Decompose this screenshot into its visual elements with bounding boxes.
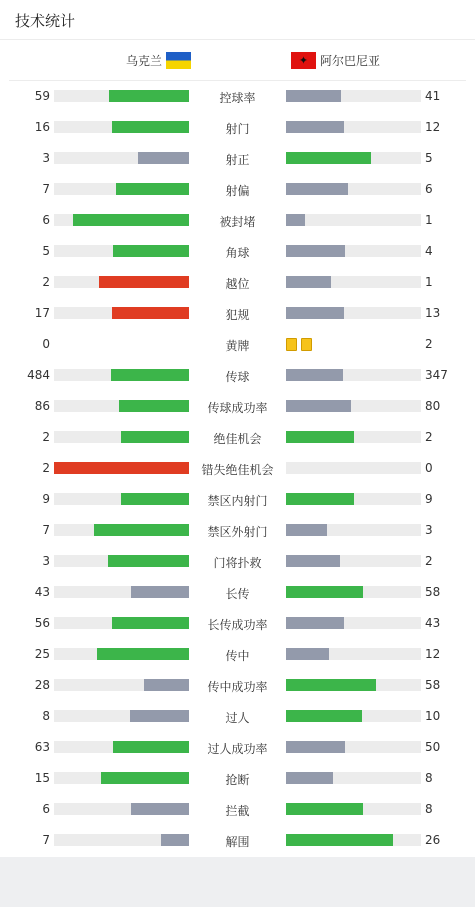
home-bar-track xyxy=(54,803,189,815)
home-bar-track xyxy=(54,152,189,164)
home-bar-track xyxy=(54,586,189,598)
stat-label: 射门 xyxy=(225,122,250,136)
stat-row xyxy=(0,267,475,298)
stat-label: 犯规 xyxy=(225,308,250,322)
home-bar-fill xyxy=(116,183,189,195)
stat-label: 传中成功率 xyxy=(207,680,268,694)
stat-label: 禁区外射门 xyxy=(207,525,268,539)
stat-row xyxy=(0,298,475,329)
away-bar-track xyxy=(286,586,421,598)
home-value: 56 xyxy=(34,616,50,630)
stat-row xyxy=(0,608,475,639)
away-bar-fill xyxy=(286,679,376,691)
away-value: 1 xyxy=(425,275,433,289)
home-value: 3 xyxy=(42,554,50,568)
away-bar-track xyxy=(286,741,421,753)
stat-row xyxy=(0,577,475,608)
home-bar-track xyxy=(54,307,189,319)
away-bar-track xyxy=(286,431,421,443)
home-value: 0 xyxy=(42,337,50,351)
away-bar-fill xyxy=(286,555,340,567)
home-value: 7 xyxy=(42,523,50,537)
home-bar-track xyxy=(54,524,189,536)
home-bar-fill xyxy=(112,617,189,629)
away-bar-track xyxy=(286,152,421,164)
home-value: 15 xyxy=(34,771,50,785)
stat-row xyxy=(0,825,475,856)
stat-row xyxy=(0,236,475,267)
away-value: 26 xyxy=(425,833,441,847)
stat-row xyxy=(0,205,475,236)
home-value: 17 xyxy=(34,306,50,320)
home-team-name: 乌克兰 xyxy=(125,54,162,68)
stat-label: 禁区内射门 xyxy=(207,494,268,508)
home-bar-track xyxy=(54,679,189,691)
home-bar-fill xyxy=(130,710,189,722)
home-bar-fill xyxy=(131,803,189,815)
away-bar-track xyxy=(286,245,421,257)
home-bar-track xyxy=(54,462,189,474)
stat-label: 黄牌 xyxy=(225,339,250,353)
away-bar-fill xyxy=(286,524,327,536)
away-value: 80 xyxy=(425,399,441,413)
stat-label: 长传 xyxy=(225,587,250,601)
home-bar-track xyxy=(54,555,189,567)
stat-label: 越位 xyxy=(225,277,250,291)
home-bar-fill xyxy=(113,245,189,257)
away-bar-track xyxy=(286,710,421,722)
away-value: 10 xyxy=(425,709,441,723)
home-bar-fill xyxy=(111,369,189,381)
home-bar-fill xyxy=(109,90,189,102)
home-value: 6 xyxy=(42,213,50,227)
away-value: 41 xyxy=(425,89,441,103)
home-value: 5 xyxy=(42,244,50,258)
home-bar-track xyxy=(54,183,189,195)
home-bar-fill xyxy=(121,431,189,443)
home-bar-fill xyxy=(138,152,189,164)
teams-row xyxy=(9,40,466,81)
home-value: 59 xyxy=(34,89,50,103)
home-bar-fill xyxy=(101,772,189,784)
away-value: 9 xyxy=(425,492,433,506)
home-value: 2 xyxy=(42,461,50,475)
yellow-card-icon xyxy=(301,338,312,351)
away-bar-track xyxy=(286,276,421,288)
away-bar-track xyxy=(286,555,421,567)
away-bar-track xyxy=(286,400,421,412)
home-bar-fill xyxy=(131,586,189,598)
stat-row xyxy=(0,763,475,794)
home-bar-fill xyxy=(121,493,189,505)
stat-row xyxy=(0,453,475,484)
away-bar-fill xyxy=(286,90,341,102)
away-bar-track xyxy=(286,462,421,474)
stat-row xyxy=(0,515,475,546)
home-value: 9 xyxy=(42,492,50,506)
stat-label: 错失绝佳机会 xyxy=(201,463,274,477)
stat-label: 传球 xyxy=(225,370,250,384)
away-bar-track xyxy=(286,369,421,381)
stat-row xyxy=(0,174,475,205)
home-value: 484 xyxy=(27,368,50,382)
home-bar-track xyxy=(54,741,189,753)
home-bar-fill xyxy=(144,679,189,691)
home-value: 2 xyxy=(42,430,50,444)
stat-label: 角球 xyxy=(225,246,250,260)
away-team-name: 阿尔巴尼亚 xyxy=(320,54,381,68)
stat-row xyxy=(0,422,475,453)
away-value: 43 xyxy=(425,616,441,630)
home-bar-track xyxy=(54,400,189,412)
away-bar-fill xyxy=(286,803,363,815)
away-bar-fill xyxy=(286,245,345,257)
away-bar-track xyxy=(286,648,421,660)
home-value: 7 xyxy=(42,833,50,847)
away-bar-fill xyxy=(286,400,351,412)
away-bar-fill xyxy=(286,183,348,195)
away-bar-fill xyxy=(286,710,362,722)
away-value: 0 xyxy=(425,461,433,475)
away-bar-fill xyxy=(286,834,393,846)
away-value: 6 xyxy=(425,182,433,196)
away-bar-fill xyxy=(286,152,371,164)
home-value: 7 xyxy=(42,182,50,196)
away-bar-track xyxy=(286,90,421,102)
away-bar-track xyxy=(286,803,421,815)
yellow-card-icon xyxy=(286,338,297,351)
stat-label: 被封堵 xyxy=(219,215,256,229)
stat-row xyxy=(0,81,475,112)
stat-row xyxy=(0,732,475,763)
away-bar-track xyxy=(286,493,421,505)
away-bar-fill xyxy=(286,741,345,753)
stat-row xyxy=(0,794,475,825)
stat-label: 射正 xyxy=(225,153,250,167)
away-bar-fill xyxy=(286,493,354,505)
home-bar-track xyxy=(54,493,189,505)
away-team[interactable] xyxy=(291,52,380,69)
away-bar-track xyxy=(286,679,421,691)
away-bar-track xyxy=(286,121,421,133)
home-bar-fill xyxy=(97,648,189,660)
page-title: 技术统计 xyxy=(15,12,76,30)
stat-row xyxy=(0,391,475,422)
home-value: 63 xyxy=(34,740,50,754)
stat-label: 传中 xyxy=(225,649,250,663)
away-bar-fill xyxy=(286,772,333,784)
stat-row xyxy=(0,546,475,577)
stat-row xyxy=(0,112,475,143)
home-bar-fill xyxy=(161,834,189,846)
home-bar-fill xyxy=(73,214,189,226)
stats-list xyxy=(0,81,475,856)
home-bar-track xyxy=(54,772,189,784)
away-bar-track xyxy=(286,772,421,784)
away-bar-fill xyxy=(286,586,363,598)
ukraine-flag-icon xyxy=(166,52,191,69)
away-bar-track xyxy=(286,214,421,226)
away-value: 50 xyxy=(425,740,441,754)
stat-label: 绝佳机会 xyxy=(213,432,262,446)
away-value: 8 xyxy=(425,802,433,816)
home-bar-track xyxy=(54,214,189,226)
away-value: 13 xyxy=(425,306,441,320)
home-bar-fill xyxy=(113,741,189,753)
stat-row xyxy=(0,360,475,391)
stat-label: 解围 xyxy=(225,835,250,849)
home-value: 16 xyxy=(34,120,50,134)
away-value: 2 xyxy=(425,337,433,351)
stat-row xyxy=(0,639,475,670)
home-value: 43 xyxy=(34,585,50,599)
away-bar-fill xyxy=(286,307,344,319)
home-bar-fill xyxy=(94,524,189,536)
stat-label: 过人成功率 xyxy=(207,742,268,756)
away-bar-track xyxy=(286,834,421,846)
stat-label: 射偏 xyxy=(225,184,250,198)
home-bar-track xyxy=(54,90,189,102)
home-value: 2 xyxy=(42,275,50,289)
away-value: 58 xyxy=(425,678,441,692)
home-bar-fill xyxy=(112,307,189,319)
away-bar-fill xyxy=(286,617,344,629)
home-bar-fill xyxy=(119,400,189,412)
stat-label: 门将扑救 xyxy=(213,556,262,570)
away-bar-fill xyxy=(286,276,331,288)
albania-flag-icon xyxy=(291,52,316,69)
home-value: 8 xyxy=(42,709,50,723)
away-bar-track xyxy=(286,307,421,319)
home-bar-track xyxy=(54,834,189,846)
home-bar-track xyxy=(54,648,189,660)
away-value: 58 xyxy=(425,585,441,599)
home-bar-track xyxy=(54,710,189,722)
away-value: 5 xyxy=(425,151,433,165)
home-value: 86 xyxy=(34,399,50,413)
away-bar-track xyxy=(286,617,421,629)
away-value: 12 xyxy=(425,120,441,134)
home-value: 25 xyxy=(34,647,50,661)
home-bar-fill xyxy=(99,276,189,288)
home-bar-fill xyxy=(54,462,189,474)
stat-row xyxy=(0,329,475,360)
away-bar-track xyxy=(286,183,421,195)
away-yellow-cards xyxy=(286,338,312,351)
header xyxy=(0,0,475,40)
away-value: 8 xyxy=(425,771,433,785)
stat-row xyxy=(0,701,475,732)
stat-label: 传球成功率 xyxy=(207,401,268,415)
away-value: 3 xyxy=(425,523,433,537)
home-bar-fill xyxy=(112,121,189,133)
home-bar-track xyxy=(54,431,189,443)
stat-label: 控球率 xyxy=(219,91,256,105)
home-bar-fill xyxy=(108,555,189,567)
home-bar-track xyxy=(54,245,189,257)
away-value: 12 xyxy=(425,647,441,661)
home-bar-track xyxy=(54,617,189,629)
stat-label: 过人 xyxy=(225,711,250,725)
stat-label: 抢断 xyxy=(225,773,250,787)
home-value: 28 xyxy=(34,678,50,692)
home-value: 6 xyxy=(42,802,50,816)
away-value: 2 xyxy=(425,554,433,568)
home-team[interactable] xyxy=(126,52,191,69)
home-bar-track xyxy=(54,369,189,381)
away-bar-fill xyxy=(286,121,344,133)
away-value: 2 xyxy=(425,430,433,444)
away-bar-fill xyxy=(286,369,343,381)
stat-row xyxy=(0,143,475,174)
stat-label: 拦截 xyxy=(225,804,250,818)
home-bar-track xyxy=(54,121,189,133)
stat-row xyxy=(0,670,475,701)
home-bar-track xyxy=(54,276,189,288)
away-bar-fill xyxy=(286,214,305,226)
away-value: 4 xyxy=(425,244,433,258)
away-value: 347 xyxy=(425,368,448,382)
away-bar-fill xyxy=(286,431,354,443)
home-value: 3 xyxy=(42,151,50,165)
away-bar-fill xyxy=(286,648,329,660)
stat-label: 长传成功率 xyxy=(207,618,268,632)
away-bar-track xyxy=(286,524,421,536)
away-value: 1 xyxy=(425,213,433,227)
stat-row xyxy=(0,484,475,515)
